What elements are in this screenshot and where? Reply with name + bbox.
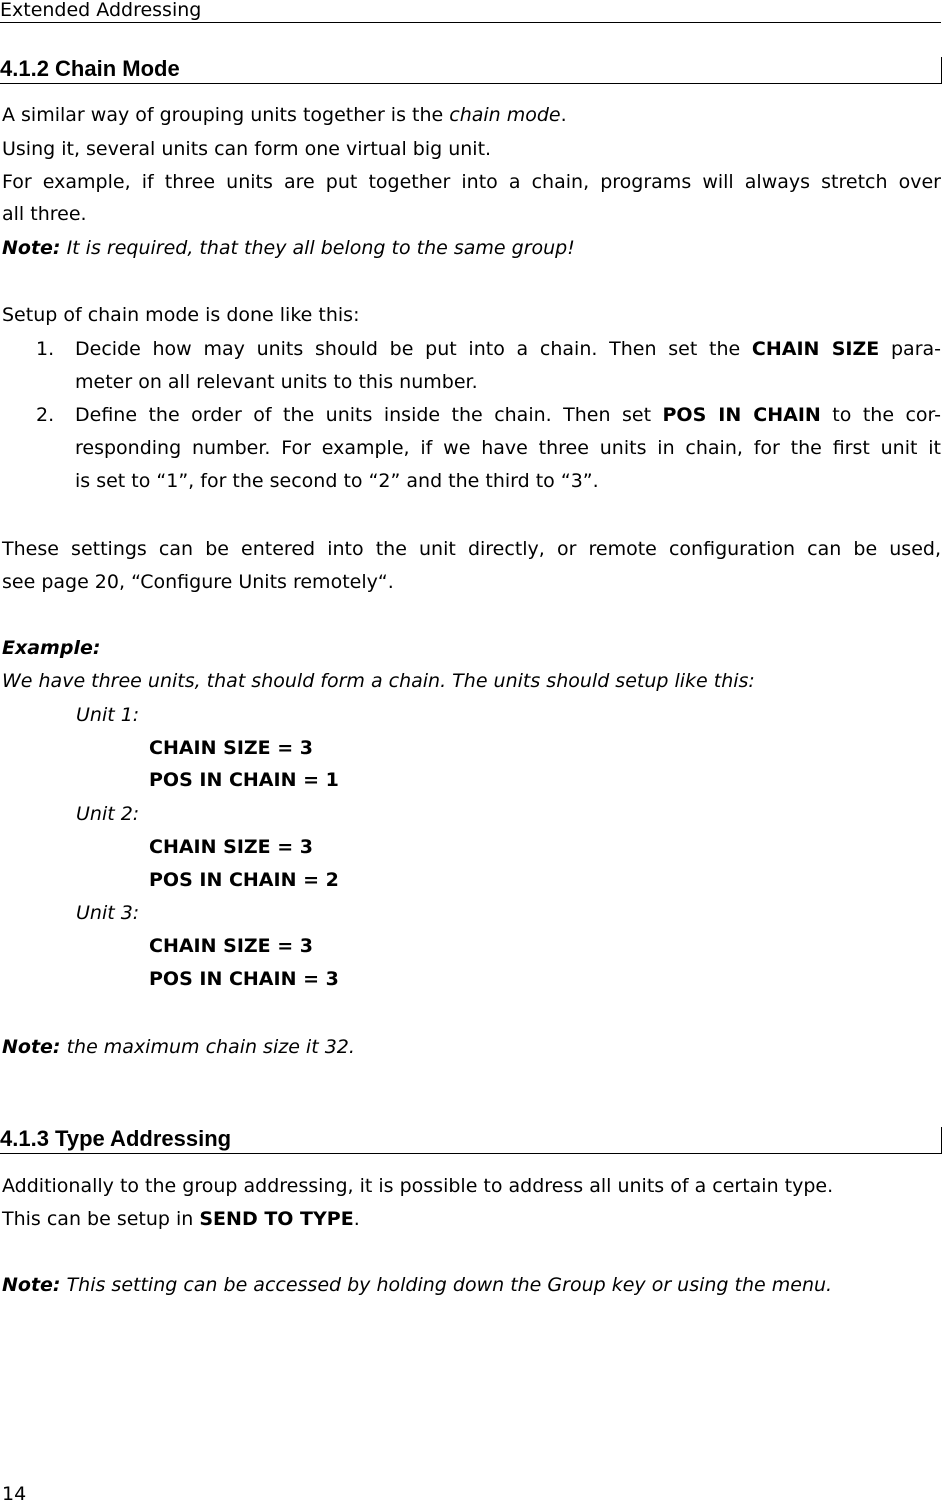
note-group-key: [2, 1272, 832, 1298]
step-2-line-2: responding number. For example, if we have three units in chain, for the first unit it: [75, 437, 941, 459]
type-period: .: [353, 1208, 360, 1230]
example-label: Example:: [2, 637, 101, 659]
running-header: Extended Addressing: [0, 0, 941, 23]
page-number: 14: [2, 1483, 27, 1505]
unit-label: Unit 1:: [76, 704, 140, 726]
unit-pos-in-chain: POS IN CHAIN = 2: [149, 869, 339, 891]
note-requirement: [2, 235, 575, 261]
section-heading-type-addressing: 4.1.3 Type Addressing: [0, 1127, 942, 1154]
intro-line-3b: all three.: [2, 203, 87, 225]
example-intro: We have three units, that should form a chain. The units should setup like this:: [2, 670, 755, 692]
unit-label: Unit 2:: [76, 803, 140, 825]
unit-chain-size: CHAIN SIZE = 3: [149, 836, 314, 858]
note-max-chain: [2, 1034, 355, 1060]
unit-chain-size: CHAIN SIZE = 3: [149, 935, 314, 957]
intro-text: A similar way of grouping units together is the: [2, 104, 450, 126]
note-text: the maximum chain size it 32.: [60, 1036, 355, 1058]
step-2-line-3: is set to “1”, for the second to “2” and the third to “3”.: [75, 470, 599, 492]
step-text: Define the order of the units inside the chain. Then set: [75, 404, 663, 426]
type-text: This can be setup in: [2, 1208, 200, 1230]
section-heading-chain-mode: 4.1.2 Chain Mode: [0, 57, 942, 84]
intro-line-1: [2, 102, 567, 128]
intro-line-2: Using it, several units can form one virtual big unit.: [2, 138, 492, 160]
note-text: It is required, that they all belong to the same group!: [60, 237, 575, 259]
step-text: to the cor-: [820, 404, 941, 426]
settings-line-a: These settings can be entered into the unit directly, or remote configuration can be used,: [2, 538, 941, 560]
pos-in-chain-keyword: POS IN CHAIN: [662, 404, 821, 426]
step-1-line-1: [75, 336, 941, 362]
settings-line-b: see page 20, “Configure Units remotely“.: [2, 571, 394, 593]
list-number: 1.: [36, 338, 55, 360]
unit-pos-in-chain: POS IN CHAIN = 3: [149, 968, 339, 990]
setup-line: Setup of chain mode is done like this:: [2, 304, 360, 326]
type-line-1: Additionally to the group addressing, it is possible to address all units of a certain type.: [2, 1175, 834, 1197]
step-1-line-2: meter on all relevant units to this number.: [75, 371, 478, 393]
type-line-2: [2, 1206, 360, 1232]
unit-label: Unit 3:: [76, 902, 140, 924]
intro-period: .: [560, 104, 567, 126]
send-to-type-keyword: SEND TO TYPE: [199, 1208, 354, 1230]
note-label: Note:: [2, 237, 61, 259]
step-text: Decide how may units should be put into a chain. Then set the: [75, 338, 752, 360]
unit-chain-size: CHAIN SIZE = 3: [149, 737, 314, 759]
unit-pos-in-chain: POS IN CHAIN = 1: [149, 769, 339, 791]
note-label: Note:: [2, 1036, 61, 1058]
step-2-line-1: [75, 402, 941, 428]
chain-mode-term: chain mode: [449, 104, 561, 126]
note-label: Note:: [2, 1274, 61, 1296]
list-number: 2.: [36, 404, 55, 426]
chain-size-keyword: CHAIN SIZE: [751, 338, 880, 360]
note-text: This setting can be accessed by holding down the Group key or using the menu.: [60, 1274, 833, 1296]
intro-line-3a: For example, if three units are put together into a chain, programs will always stretch over: [2, 171, 941, 193]
step-text: para-: [879, 338, 942, 360]
